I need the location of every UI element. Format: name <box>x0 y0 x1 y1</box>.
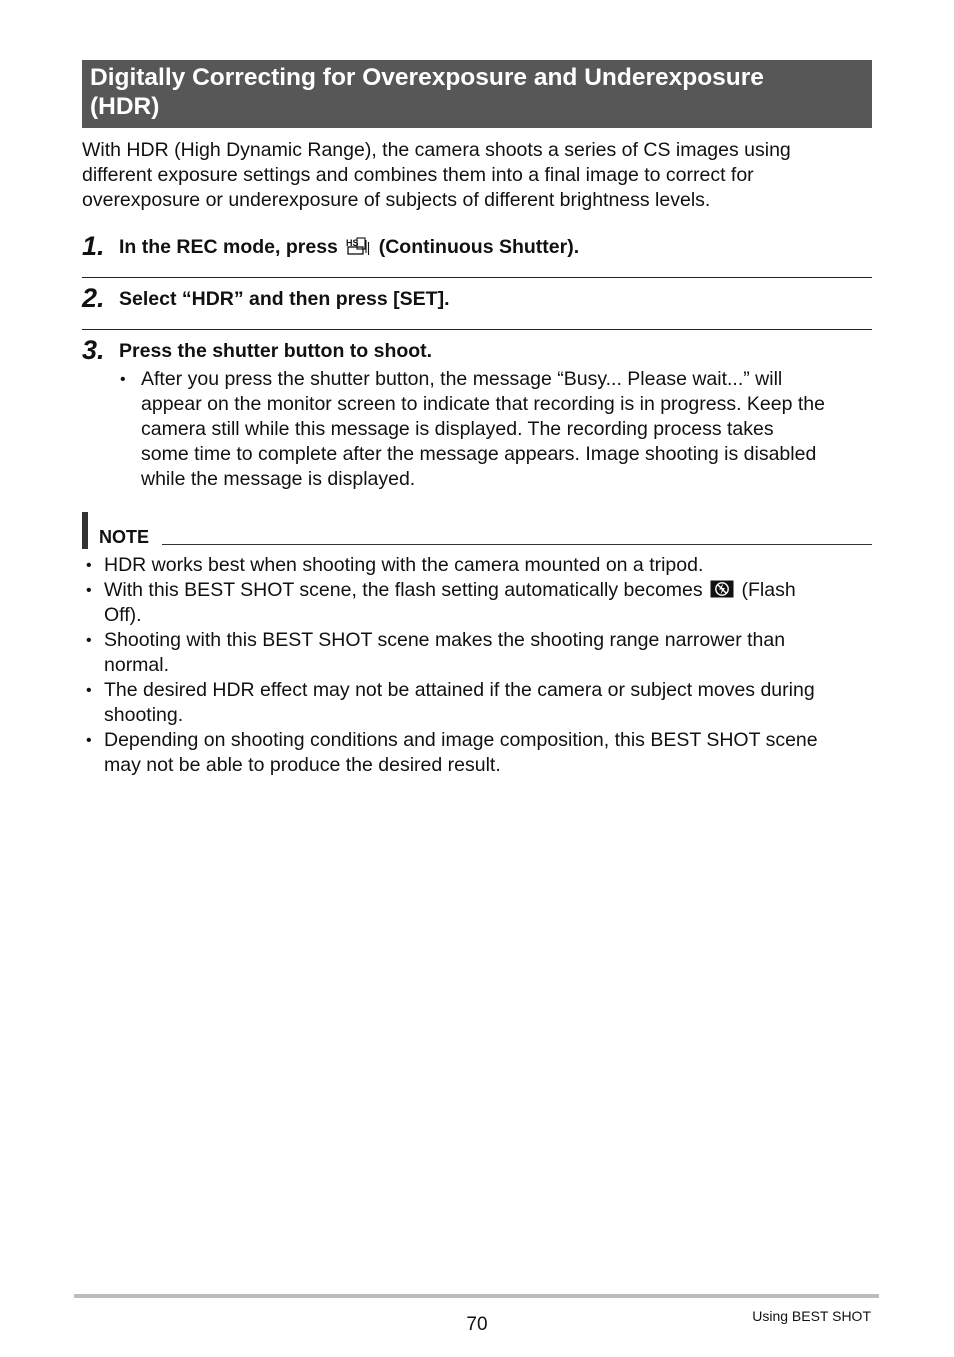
step-text: Select “HDR” and then press [SET]. <box>119 288 450 310</box>
list-item: • Depending on shooting conditions and image composition, this BEST SHOT scene may not be able to produce the desired result. <box>86 729 818 776</box>
list-item: • Shooting with this BEST SHOT scene makes the shooting range narrower than normal. <box>86 629 786 676</box>
bullet-icon: • <box>120 371 126 388</box>
page-number: 70 <box>466 1314 488 1335</box>
footer-rule <box>74 1294 879 1298</box>
note-list <box>82 553 872 778</box>
note-header <box>82 512 872 550</box>
step-number: 1. <box>82 231 105 261</box>
step-text: Press the shutter button to shoot. <box>119 340 433 362</box>
svg-text:HS: HS <box>346 238 359 248</box>
note-rule <box>162 544 872 545</box>
step-divider <box>82 277 872 278</box>
note-marker-bar <box>82 512 88 549</box>
flash-off-icon <box>710 580 734 598</box>
intro-line: With HDR (High Dynamic Range), the camera shoots a series of CS images using <box>82 139 791 161</box>
title-line-2: (HDR) <box>90 93 160 120</box>
note-label: NOTE <box>99 527 150 547</box>
bullet-icon: • <box>86 682 92 699</box>
intro-line: different exposure settings and combines them into a final image to correct for <box>82 164 754 186</box>
section-title-bar <box>82 60 872 128</box>
bullet-icon: • <box>86 557 92 574</box>
bullet-icon: • <box>86 582 92 599</box>
intro-paragraph <box>82 138 872 213</box>
list-item: • After you press the shutter button, the message “Busy... Please wait...” will appear on the monitor screen to indicate that recording is in progress. Keep the camera still while this message is displayed. The recording process takes some time to complete after the message appears. Image shooting is disabled while the message is displayed. <box>120 368 825 490</box>
step-number: 3. <box>82 335 105 365</box>
step-3-bullets <box>120 367 872 492</box>
intro-line: overexposure or underexposure of subjects of different brightness levels. <box>82 189 711 211</box>
list-item: • HDR works best when shooting with the camera mounted on a tripod. <box>86 554 704 576</box>
bullet-icon: • <box>86 632 92 649</box>
title-line-1: Digitally Correcting for Overexposure and Underexposure <box>90 64 764 91</box>
continuous-shutter-icon <box>345 236 371 256</box>
step-text: In the REC mode, press HS (Continuous Shutter). <box>119 236 580 258</box>
page-title <box>90 63 864 121</box>
step-divider <box>82 329 872 330</box>
list-item: • The desired HDR effect may not be attained if the camera or subject moves during shooting. <box>86 679 815 726</box>
bullet-icon: • <box>86 732 92 749</box>
footer-section-name: Using BEST SHOT <box>752 1308 871 1324</box>
list-item: • With this BEST SHOT scene, the flash setting automatically becomes (Flash Off). <box>86 579 796 626</box>
step-number: 2. <box>82 283 105 313</box>
